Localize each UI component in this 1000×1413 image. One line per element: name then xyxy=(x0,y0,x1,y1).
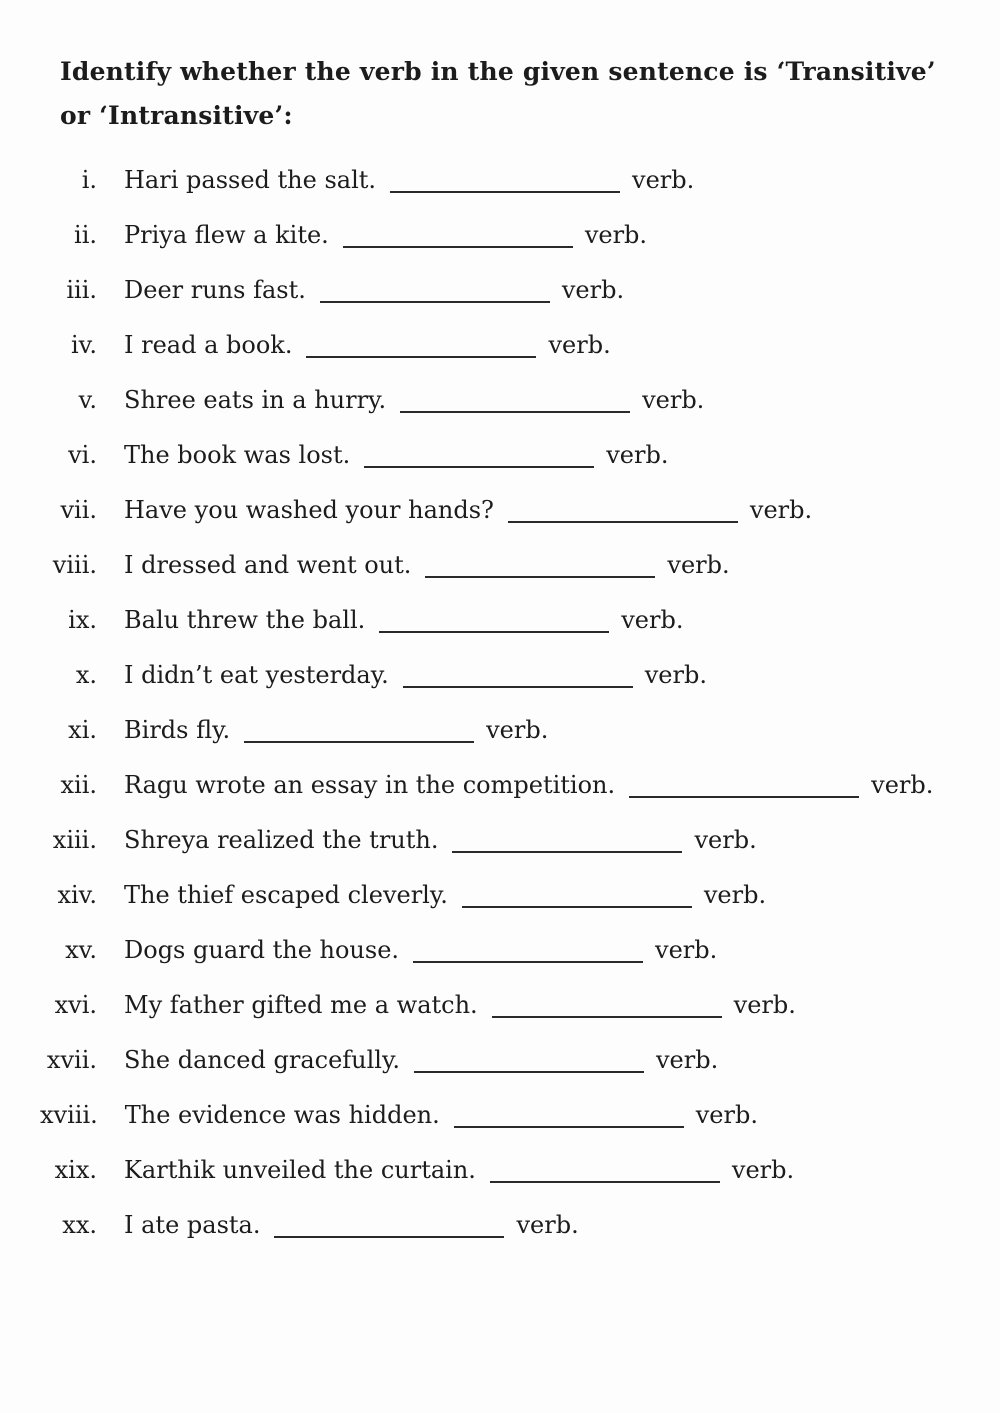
verb-label: verb. xyxy=(655,936,718,964)
answer-blank[interactable] xyxy=(454,1106,684,1128)
item-numeral: xii. xyxy=(60,771,97,799)
item-sentence: Deer runs fast. xyxy=(124,276,306,304)
verb-label: verb. xyxy=(695,1101,758,1129)
verb-label: verb. xyxy=(871,771,934,799)
item-sentence: My father gifted me a watch. xyxy=(124,991,478,1019)
item-numeral: xviii. xyxy=(40,1101,98,1129)
item-sentence: Balu threw the ball. xyxy=(124,606,366,634)
item-numeral: vi. xyxy=(68,441,97,469)
worksheet-item xyxy=(40,274,960,306)
verb-label: verb. xyxy=(749,496,813,524)
worksheet-item xyxy=(40,1099,960,1131)
answer-blank[interactable] xyxy=(490,1161,720,1183)
worksheet-item xyxy=(40,549,960,581)
item-numeral: iv. xyxy=(70,331,97,359)
item-numeral: xvi. xyxy=(54,991,97,1019)
answer-blank[interactable] xyxy=(306,336,536,358)
answer-blank[interactable] xyxy=(400,391,630,413)
verb-label: verb. xyxy=(584,221,648,249)
item-numeral: xiv. xyxy=(57,881,97,909)
worksheet-item xyxy=(40,824,960,856)
verb-label: verb. xyxy=(731,1156,795,1184)
answer-blank[interactable] xyxy=(452,831,682,853)
verb-label: verb. xyxy=(606,441,669,469)
worksheet-item xyxy=(40,659,960,691)
verb-label: verb. xyxy=(694,826,757,854)
worksheet-title-line2: or ‘Intransitive’: xyxy=(60,101,293,130)
worksheet-item xyxy=(40,604,960,636)
answer-blank[interactable] xyxy=(343,226,573,248)
answer-blank[interactable] xyxy=(364,446,594,468)
verb-label: verb. xyxy=(516,1211,579,1239)
item-sentence: Birds fly. xyxy=(124,716,231,744)
worksheet-title-line1: Identify whether the verb in the given sentence is ‘Transitive’ xyxy=(60,57,936,86)
worksheet-item xyxy=(40,384,960,416)
item-numeral: xvii. xyxy=(46,1046,97,1074)
verb-label: verb. xyxy=(621,606,684,634)
item-numeral: xx. xyxy=(62,1211,97,1239)
item-sentence: The thief escaped cleverly. xyxy=(124,881,448,909)
worksheet-item xyxy=(40,219,960,251)
item-sentence: I dressed and went out. xyxy=(124,551,412,579)
worksheet-item xyxy=(40,329,960,361)
verb-label: verb. xyxy=(667,551,730,579)
answer-blank[interactable] xyxy=(413,941,643,963)
answer-blank[interactable] xyxy=(390,171,620,193)
worksheet-item xyxy=(40,1209,960,1241)
verb-label: verb. xyxy=(733,991,796,1019)
item-sentence: The book was lost. xyxy=(124,441,351,469)
verb-label: verb. xyxy=(644,661,707,689)
verb-label: verb. xyxy=(561,276,625,304)
answer-blank[interactable] xyxy=(244,721,474,743)
item-numeral: vii. xyxy=(60,496,97,524)
item-sentence: Shree eats in a hurry. xyxy=(124,386,387,414)
item-sentence: Hari passed the salt. xyxy=(124,166,377,194)
item-numeral: iii. xyxy=(66,276,97,304)
verb-label: verb. xyxy=(548,331,611,359)
item-numeral: viii. xyxy=(52,551,97,579)
worksheet-item xyxy=(40,934,960,966)
answer-blank[interactable] xyxy=(462,886,692,908)
worksheet-title xyxy=(60,50,960,138)
worksheet-item xyxy=(40,494,960,526)
item-numeral: xiii. xyxy=(52,826,97,854)
worksheet-item xyxy=(40,769,960,801)
item-numeral: i. xyxy=(81,166,97,194)
item-sentence: Karthik unveiled the curtain. xyxy=(124,1156,476,1184)
answer-blank[interactable] xyxy=(425,556,655,578)
answer-blank[interactable] xyxy=(320,281,550,303)
worksheet-item xyxy=(40,989,960,1021)
item-numeral: xix. xyxy=(54,1156,97,1184)
worksheet-item xyxy=(40,1154,960,1186)
item-sentence: Ragu wrote an essay in the competition. xyxy=(124,771,616,799)
item-sentence: Shreya realized the truth. xyxy=(124,826,439,854)
verb-label: verb. xyxy=(642,386,705,414)
item-sentence: The evidence was hidden. xyxy=(124,1101,440,1129)
worksheet-list xyxy=(40,164,960,1241)
item-sentence: I ate pasta. xyxy=(124,1211,261,1239)
answer-blank[interactable] xyxy=(629,776,859,798)
answer-blank[interactable] xyxy=(379,611,609,633)
item-numeral: x. xyxy=(75,661,97,689)
answer-blank[interactable] xyxy=(414,1051,644,1073)
answer-blank[interactable] xyxy=(492,996,722,1018)
answer-blank[interactable] xyxy=(274,1216,504,1238)
verb-label: verb. xyxy=(632,166,695,194)
item-sentence: She danced gracefully. xyxy=(124,1046,400,1074)
item-sentence: Have you washed your hands? xyxy=(124,496,494,524)
item-sentence: I read a book. xyxy=(124,331,293,359)
answer-blank[interactable] xyxy=(403,666,633,688)
worksheet-item xyxy=(40,879,960,911)
verb-label: verb. xyxy=(486,716,549,744)
verb-label: verb. xyxy=(703,881,767,909)
item-numeral: v. xyxy=(78,386,97,414)
item-sentence: Priya flew a kite. xyxy=(124,221,329,249)
worksheet-item xyxy=(40,1044,960,1076)
worksheet-item xyxy=(40,714,960,746)
item-numeral: ix. xyxy=(68,606,97,634)
worksheet-item xyxy=(40,439,960,471)
item-numeral: ii. xyxy=(74,221,97,249)
verb-label: verb. xyxy=(655,1046,719,1074)
item-numeral: xi. xyxy=(68,716,97,744)
item-sentence: Dogs guard the house. xyxy=(124,936,400,964)
item-sentence: I didn’t eat yesterday. xyxy=(124,661,389,689)
worksheet-item xyxy=(40,164,960,196)
answer-blank[interactable] xyxy=(508,501,738,523)
item-numeral: xv. xyxy=(65,936,97,964)
